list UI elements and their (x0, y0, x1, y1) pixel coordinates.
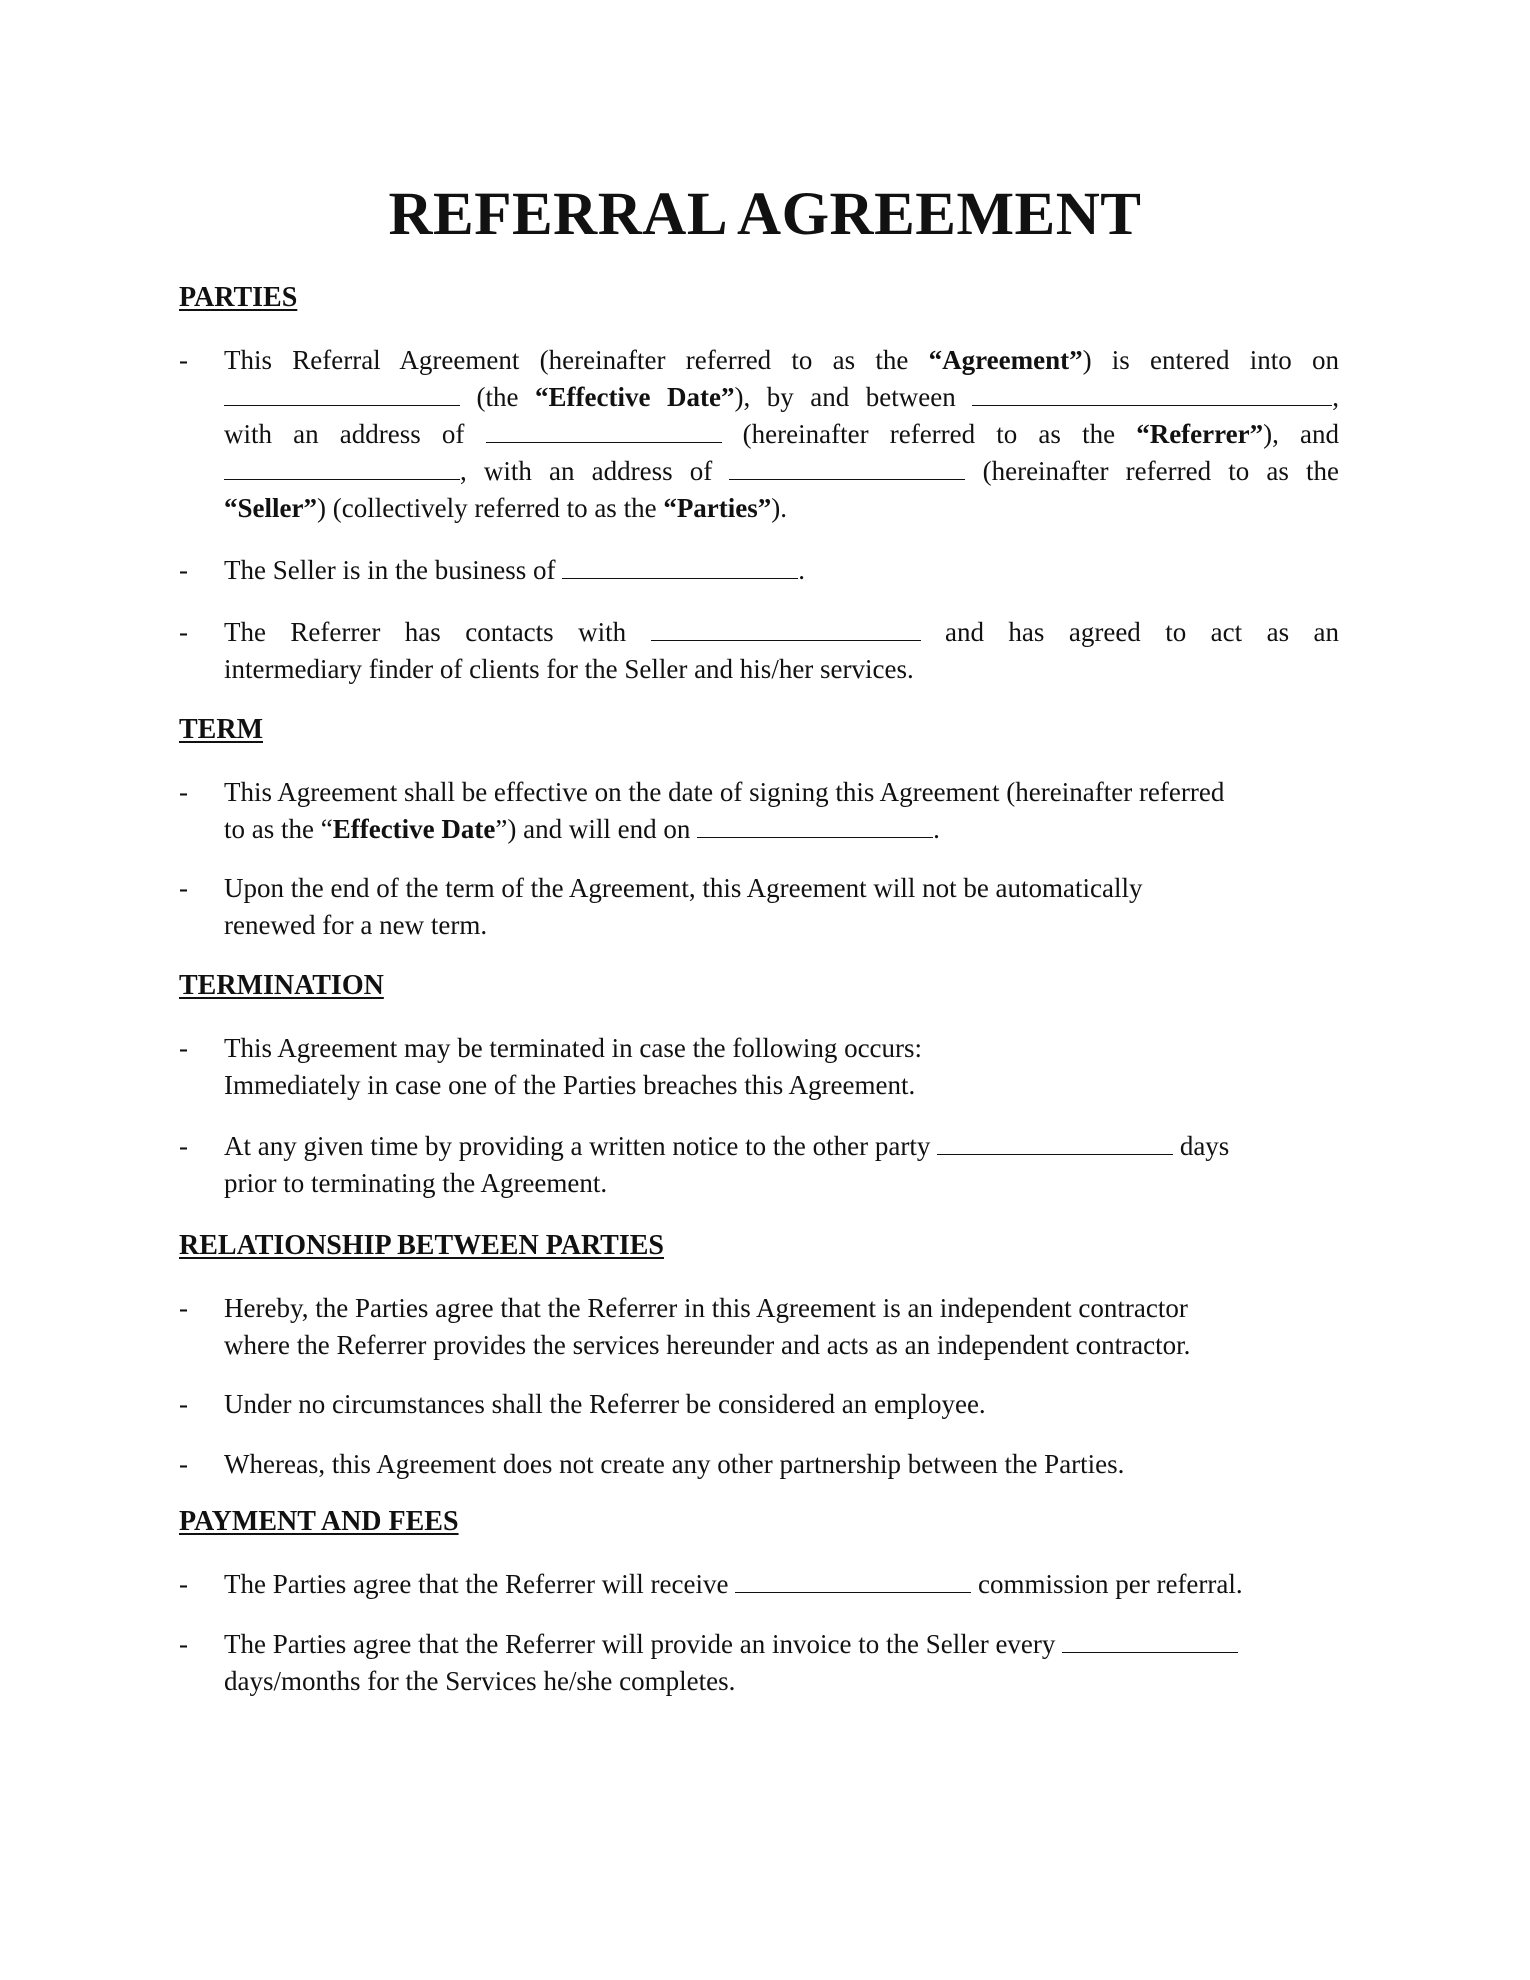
section-heading-parties: PARTIES (179, 282, 298, 313)
business-blank[interactable] (562, 554, 798, 579)
bullet-dash: - (179, 617, 188, 647)
end-date-blank[interactable] (697, 813, 933, 838)
seller-address-blank[interactable] (729, 455, 965, 480)
section-heading-relationship: RELATIONSHIP BETWEEN PARTIES (179, 1230, 664, 1261)
referrer-address-blank[interactable] (486, 418, 722, 443)
section-heading-termination: TERMINATION (179, 970, 384, 1001)
term-clause-1: - This Agreement shall be effective on the date of signing this Agreement (hereinafter referred to as the “Effective Date”) and will end on . (179, 774, 1339, 848)
bullet-dash: - (179, 345, 188, 375)
notice-days-blank[interactable] (937, 1130, 1173, 1155)
invoice-interval-blank[interactable] (1062, 1628, 1238, 1653)
seller-name-blank[interactable] (224, 455, 460, 480)
bullet-dash: - (179, 1293, 188, 1323)
commission-blank[interactable] (735, 1568, 971, 1593)
bullet-dash: - (179, 1569, 188, 1599)
section-heading-payment: PAYMENT AND FEES (179, 1506, 459, 1537)
bullet-dash: - (179, 1033, 188, 1063)
effective-date-blank[interactable] (224, 381, 460, 406)
parties-clause-1: - This Referral Agreement (hereinafter referred to as the “Agreement”) is entered into on (the “Effective Date”), by and between , with an address of (hereinafter referred to as the “Referrer”), and , with an address of (hereinafter referred to as the “Seller”) (collectively referred to as the “Parties”). (179, 342, 1339, 527)
parties-clause-3: - The Referrer has contacts with and has agreed to act as an intermediary finder of clients for the Seller and his/her services. (179, 614, 1339, 688)
parties-clause-2: - The Seller is in the business of . (179, 552, 1339, 589)
contacts-blank[interactable] (651, 616, 921, 641)
referrer-name-blank[interactable] (972, 381, 1332, 406)
bullet-dash: - (179, 1449, 188, 1479)
bullet-dash: - (179, 555, 188, 585)
bullet-dash: - (179, 873, 188, 903)
term-clause-2: - Upon the end of the term of the Agreement, this Agreement will not be automatically renewed for a new term. (179, 870, 1339, 944)
bullet-dash: - (179, 1389, 188, 1419)
payment-clause-2: - The Parties agree that the Referrer will provide an invoice to the Seller every days/months for the Services he/she completes. (179, 1626, 1339, 1700)
termination-clause-1: - This Agreement may be terminated in case the following occurs: Immediately in case one of the Parties breaches this Agreement. (179, 1030, 1339, 1104)
relationship-clause-1: - Hereby, the Parties agree that the Referrer in this Agreement is an independent contractor where the Referrer provides the services hereunder and acts as an independent contractor. (179, 1290, 1339, 1364)
bullet-dash: - (179, 777, 188, 807)
bullet-dash: - (179, 1131, 188, 1161)
document-title: REFERRAL AGREEMENT (388, 181, 1142, 248)
relationship-clause-3: - Whereas, this Agreement does not create any other partnership between the Parties. (179, 1446, 1339, 1483)
termination-clause-2: - At any given time by providing a written notice to the other party days prior to terminating the Agreement. (179, 1128, 1339, 1202)
section-heading-term: TERM (179, 714, 263, 745)
relationship-clause-2: - Under no circumstances shall the Referrer be considered an employee. (179, 1386, 1339, 1423)
bullet-dash: - (179, 1629, 188, 1659)
payment-clause-1: - The Parties agree that the Referrer will receive commission per referral. (179, 1566, 1339, 1603)
